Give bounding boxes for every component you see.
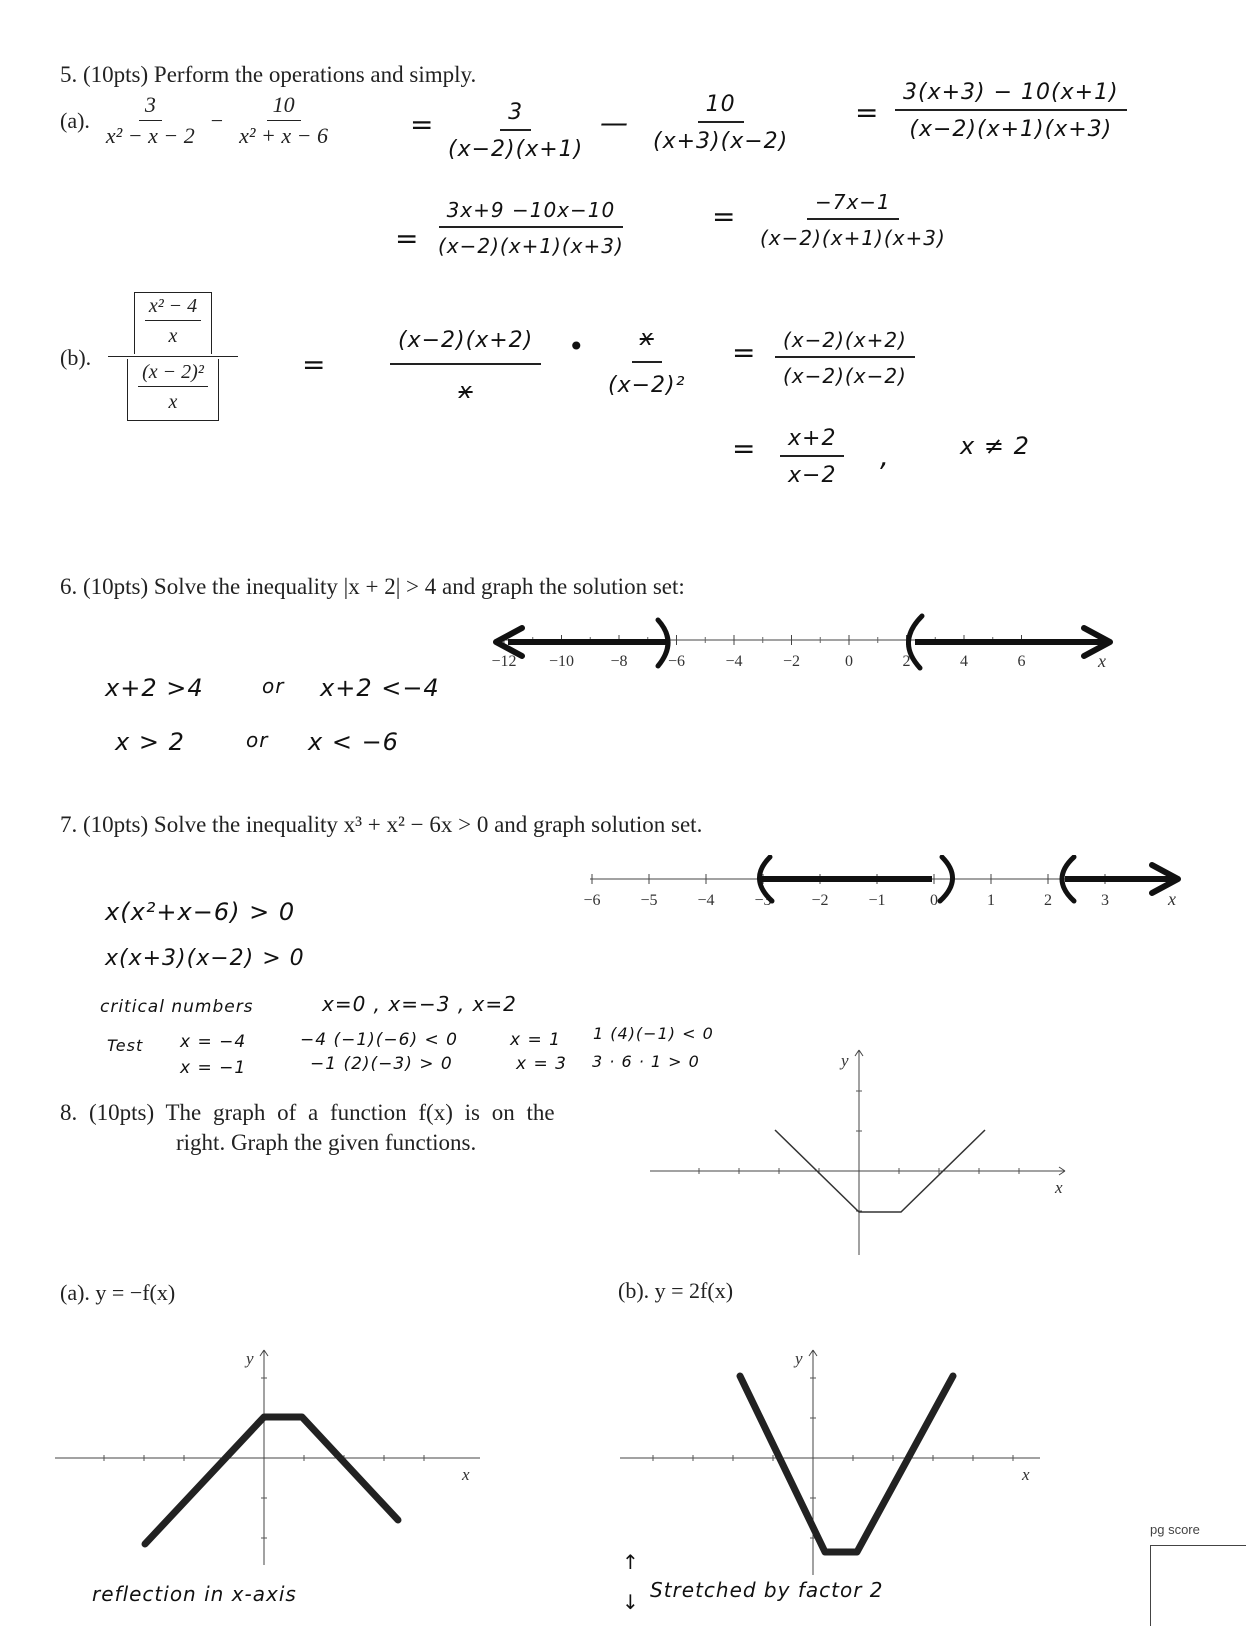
tick-label: 0	[930, 892, 938, 909]
q8b-x-label: x	[1022, 1465, 1030, 1484]
q5a-fraction-2: $\frac{10}{\text{x² + x − 6}}$	[239, 92, 328, 148]
q8-heading-line2: right. Graph the given functions.	[176, 1130, 477, 1155]
q5b-equals-1: =	[302, 348, 327, 381]
q5a-step1-frac-1: $\frac{3}{(x-2)(x+1)}$	[448, 100, 584, 162]
tick-label: 4	[960, 653, 968, 670]
q8a-reflected-curve	[145, 1417, 398, 1544]
q6-heading: 6. (10pts) Solve the inequality |x + 2| > 4 and graph the solution set:	[60, 574, 685, 599]
q7-critical-values: x=0 , x=−3 , x=2	[322, 992, 517, 1016]
tick-label: 3	[1101, 892, 1109, 909]
q8-heading-line1: 8. (10pts) The graph of a function f(x) is on the	[60, 1100, 555, 1125]
q5b-complex-fraction	[108, 292, 238, 421]
q5-heading: 5. (10pts) Perform the operations and simply.	[60, 62, 477, 87]
pg-score-label: pg score	[1150, 1522, 1200, 1537]
q5a-equals-2: =	[855, 96, 880, 129]
q5a-label: (a).	[60, 107, 90, 133]
q6-number-line	[490, 610, 1130, 690]
q5b-label: (b).	[60, 345, 92, 370]
q7-test-row2-calc: −1 (2)(−3) > 0	[310, 1054, 453, 1074]
q5a-step3-frac: $\frac{3x+9 -10x-10}{(x-2)(x+1)(x+3)}$	[438, 198, 624, 258]
tick-label: −6	[583, 892, 601, 909]
q6-work-2a: x > 2	[115, 728, 185, 756]
q7-axis-label: x	[1168, 889, 1176, 909]
q8b-stretched-curve	[740, 1376, 953, 1552]
q6-work-1b: x+2 <−4	[320, 674, 440, 702]
q5b-step3-frac: $\frac{x+2}{x-2}$	[780, 426, 844, 488]
tick-label: −2	[811, 892, 829, 909]
q5b-equals-2: =	[732, 336, 757, 369]
q8-original-graph	[645, 1040, 1075, 1260]
tick-label: −1	[868, 892, 886, 909]
q5a-equals-4: =	[712, 200, 737, 233]
q8b-up-arrow-icon: ↑	[622, 1550, 640, 1574]
tick-label: 2	[1044, 892, 1052, 909]
q7-test-row2-calc2: 3 · 6 · 1 > 0	[592, 1052, 700, 1071]
q7-test-row1-x2: x = 1	[510, 1030, 561, 1050]
q5a-step1-minus: —	[600, 106, 629, 139]
q5b-condition: x ≠ 2	[960, 432, 1030, 460]
q7-heading: 7. (10pts) Solve the inequality x³ + x² − 6x > 0 and graph solution set.	[60, 812, 703, 837]
q8-orig-x-label: x	[1055, 1178, 1063, 1197]
q6-work-2-or: or	[246, 728, 269, 752]
q5b-comma: ,	[880, 440, 890, 473]
tick-label: −3	[754, 892, 772, 909]
q7-test-row1-x: x = −4	[180, 1032, 247, 1052]
q8b-note: Stretched by factor 2	[650, 1578, 884, 1602]
q5b-top-bracket: x² − 4 x	[134, 292, 212, 354]
q7-test-row1-calc: −4 (−1)(−6) < 0	[300, 1030, 458, 1050]
q5b-dot: •	[568, 330, 586, 363]
tick-label: −5	[640, 892, 658, 909]
q8b-label: (b). y = 2f(x)	[618, 1278, 734, 1303]
q8b-y-label: y	[795, 1349, 803, 1368]
tick-label: −8	[610, 653, 628, 670]
tick-label: 0	[845, 653, 853, 670]
q8-orig-y-label: y	[841, 1051, 849, 1070]
pg-score-box[interactable]	[1150, 1545, 1246, 1626]
q5b-step1-frac-2: $\frac{x}{\text{(x−2)²}}$	[608, 326, 686, 398]
q6-work-2b: x < −6	[308, 728, 399, 756]
q5a-minus: −	[210, 107, 224, 133]
q7-work-2: x(x+3)(x−2) > 0	[105, 946, 305, 971]
q7-test-row1-calc2: 1 (4)(−1) < 0	[593, 1024, 714, 1043]
q6-work-1-or: or	[262, 674, 285, 698]
q7-test-row2-x2: x = 3	[516, 1054, 567, 1074]
q8a-note: reflection in x-axis	[92, 1582, 297, 1606]
q8a-y-label: y	[246, 1349, 254, 1368]
q8a-label: (a). y = −f(x)	[60, 1280, 176, 1305]
tick-label: −10	[548, 653, 575, 670]
q5a-problem	[60, 92, 334, 149]
q5b-main-bar	[108, 356, 238, 357]
q5a-equals-1: =	[410, 108, 435, 141]
q5a-step4-frac: $\frac{-7x-1}{(x-2)(x+1)(x+3)}$	[760, 190, 946, 250]
q5a-fraction-1: $\frac{3}{\text{x² − x − 2}}$	[105, 92, 195, 148]
tick-label: −4	[697, 892, 715, 909]
q6-work-1a: x+2 >4	[105, 674, 204, 702]
q7-number-line	[580, 855, 1190, 925]
tick-label: −6	[667, 653, 686, 670]
q5b-step2-frac: $\frac{(x-2)(x+2)}{(x-2)(x-2)}$	[775, 328, 915, 388]
q8b-down-arrow-icon: ↓	[622, 1590, 640, 1614]
tick-label: −4	[725, 653, 743, 670]
q8b-graph	[615, 1340, 1050, 1580]
q6-axis-label: x	[1098, 651, 1106, 671]
tick-label: −2	[782, 653, 801, 670]
q7-critical-label: critical numbers	[100, 997, 254, 1017]
q7-test-row2-x: x = −1	[180, 1058, 247, 1078]
q7-test-label: Test	[107, 1036, 144, 1055]
q5b-equals-3: =	[732, 432, 757, 465]
q8a-graph	[50, 1340, 490, 1570]
q5a-step1-frac-2: $\frac{10}{(x+3)(x-2)}$	[653, 92, 789, 154]
q5b-step1-frac-1: $\frac{(x-2)(x+2)}{x}$	[390, 328, 541, 404]
tick-label: 1	[987, 892, 995, 909]
q5a-step2-frac: $\frac{3(x+3) - 10(x+1)}{(x-2)(x+1)(x+3)}$	[895, 80, 1127, 142]
tick-label: −12	[491, 653, 517, 670]
q5b-bottom-bracket: (x − 2)² x	[127, 359, 219, 421]
q7-work-1: x(x²+x−6) > 0	[105, 898, 296, 926]
q8a-x-label: x	[462, 1465, 470, 1484]
tick-label: 6	[1017, 653, 1026, 670]
tick-label: 2	[902, 653, 911, 670]
q5a-equals-3: =	[395, 222, 420, 255]
